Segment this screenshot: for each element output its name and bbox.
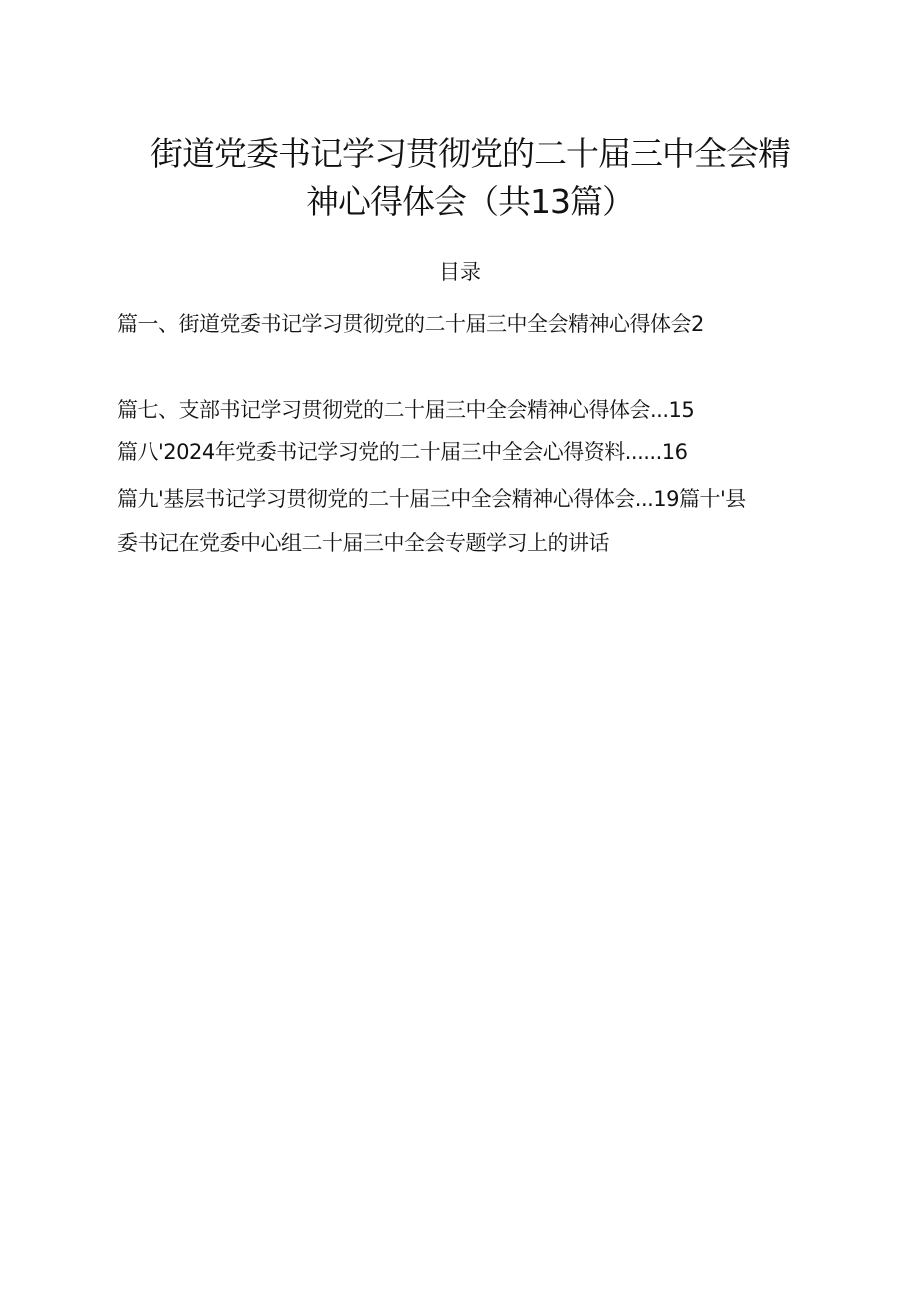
toc-entry-continuation[interactable]: 委书记在党委中心组二十届三中全会专题学习上的讲话 (117, 531, 609, 555)
toc-entry[interactable]: 篇八'2024年党委书记学习党的二十届三中全会心得资料......16 (117, 440, 688, 464)
toc-entry[interactable]: 篇七、支部书记学习贯彻党的二十届三中全会精神心得体会...15 (117, 398, 695, 422)
toc-entry[interactable]: 篇一、街道党委书记学习贯彻党的二十届三中全会精神心得体会2 (117, 312, 704, 336)
toc-heading: 目录 (439, 260, 481, 284)
toc-entry[interactable]: 篇九'基层书记学习贯彻党的二十届三中全会精神心得体会...19篇十'县 (117, 487, 746, 511)
document-title-line-1: 街道党委书记学习贯彻党的二十届三中全会精 (150, 134, 790, 173)
document-title-line-2: 神心得体会（共13篇） (306, 182, 634, 221)
document-title (120, 130, 820, 226)
